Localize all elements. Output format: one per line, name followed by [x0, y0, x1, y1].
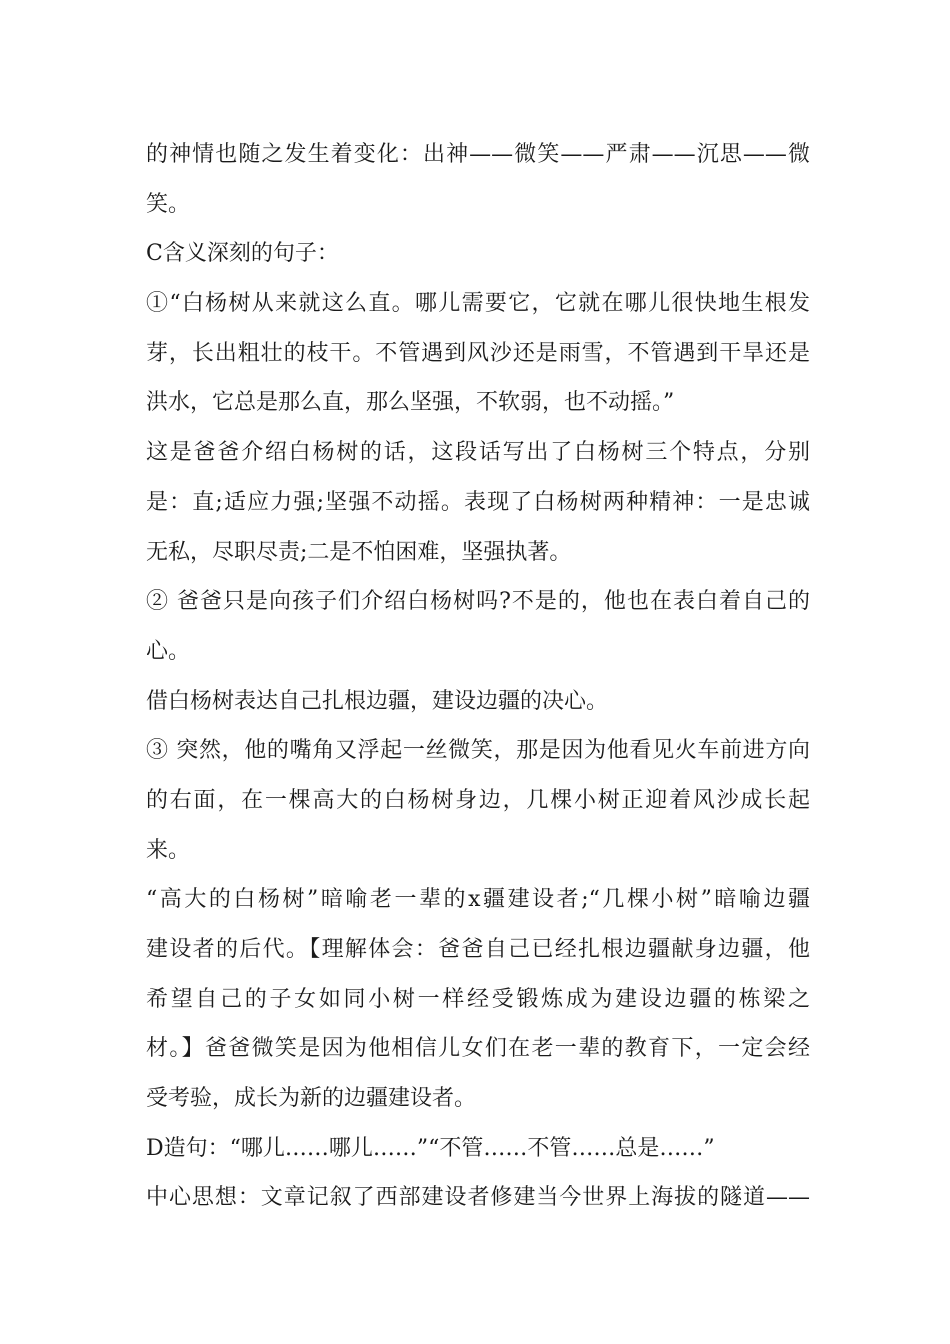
text-line: 这是爸爸介绍白杨树的话，这段话写出了白杨树三个特点，分别: [146, 440, 810, 466]
text-line: 的神情也随之发生着变化：出神——微笑——严肃——沉思——微: [146, 142, 810, 167]
text-line: 希望自己的子女如同小树一样经受锻炼成为建设边疆的栋梁之: [146, 986, 810, 1012]
text-line: 来。: [146, 837, 191, 863]
text-line: ①“白杨树从来就这么直。哪儿需要它，它就在哪儿很快地生根发: [146, 291, 810, 317]
text-line: 是：直;适应力强;坚强不动摇。表现了白杨树两种精神：一是忠诚: [146, 489, 810, 515]
text-line: 笑。: [146, 191, 191, 217]
text-line: D造句：“哪儿……哪儿……”“不管……不管……总是……”: [146, 1135, 715, 1161]
text-line: “高大的白杨树”暗喻老一辈的x疆建设者;“几棵小树”暗喻边疆: [146, 887, 810, 913]
text-line: 芽，长出粗壮的枝干。不管遇到风沙还是雨雪，不管遇到干旱还是: [146, 340, 810, 366]
text-line: ③ 突然，他的嘴角又浮起一丝微笑，那是因为他看见火车前进方向: [146, 738, 810, 764]
text-line: 借白杨树表达自己扎根边疆，建设边疆的决心。: [146, 688, 609, 714]
text-line: C含义深刻的句子：: [146, 241, 339, 267]
text-line: 中心思想：文章记叙了西部建设者修建当今世界上海拔的隧道——: [146, 1185, 810, 1211]
text-line: 无私，尽职尽责;二是不怕困难，坚强执著。: [146, 539, 572, 565]
text-line: 受考验，成长为新的边疆建设者。: [146, 1086, 477, 1112]
text-line: 的右面，在一棵高大的白杨树身边，几棵小树正迎着风沙成长起: [146, 787, 810, 813]
text-line: 材。】爸爸微笑是因为他相信儿女们在老一辈的教育下，一定会经: [146, 1036, 810, 1062]
text-line: 洪水，它总是那么直，那么坚强，不软弱，也不动摇。”: [146, 390, 675, 416]
text-line: ② 爸爸只是向孩子们介绍白杨树吗?不是的，他也在表白着自己的: [146, 589, 810, 615]
text-line: 心。: [146, 638, 191, 664]
text-line: 建设者的后代。【理解体会：爸爸自己已经扎根边疆献身边疆，他: [146, 937, 810, 962]
body-text: [146, 130, 810, 1223]
